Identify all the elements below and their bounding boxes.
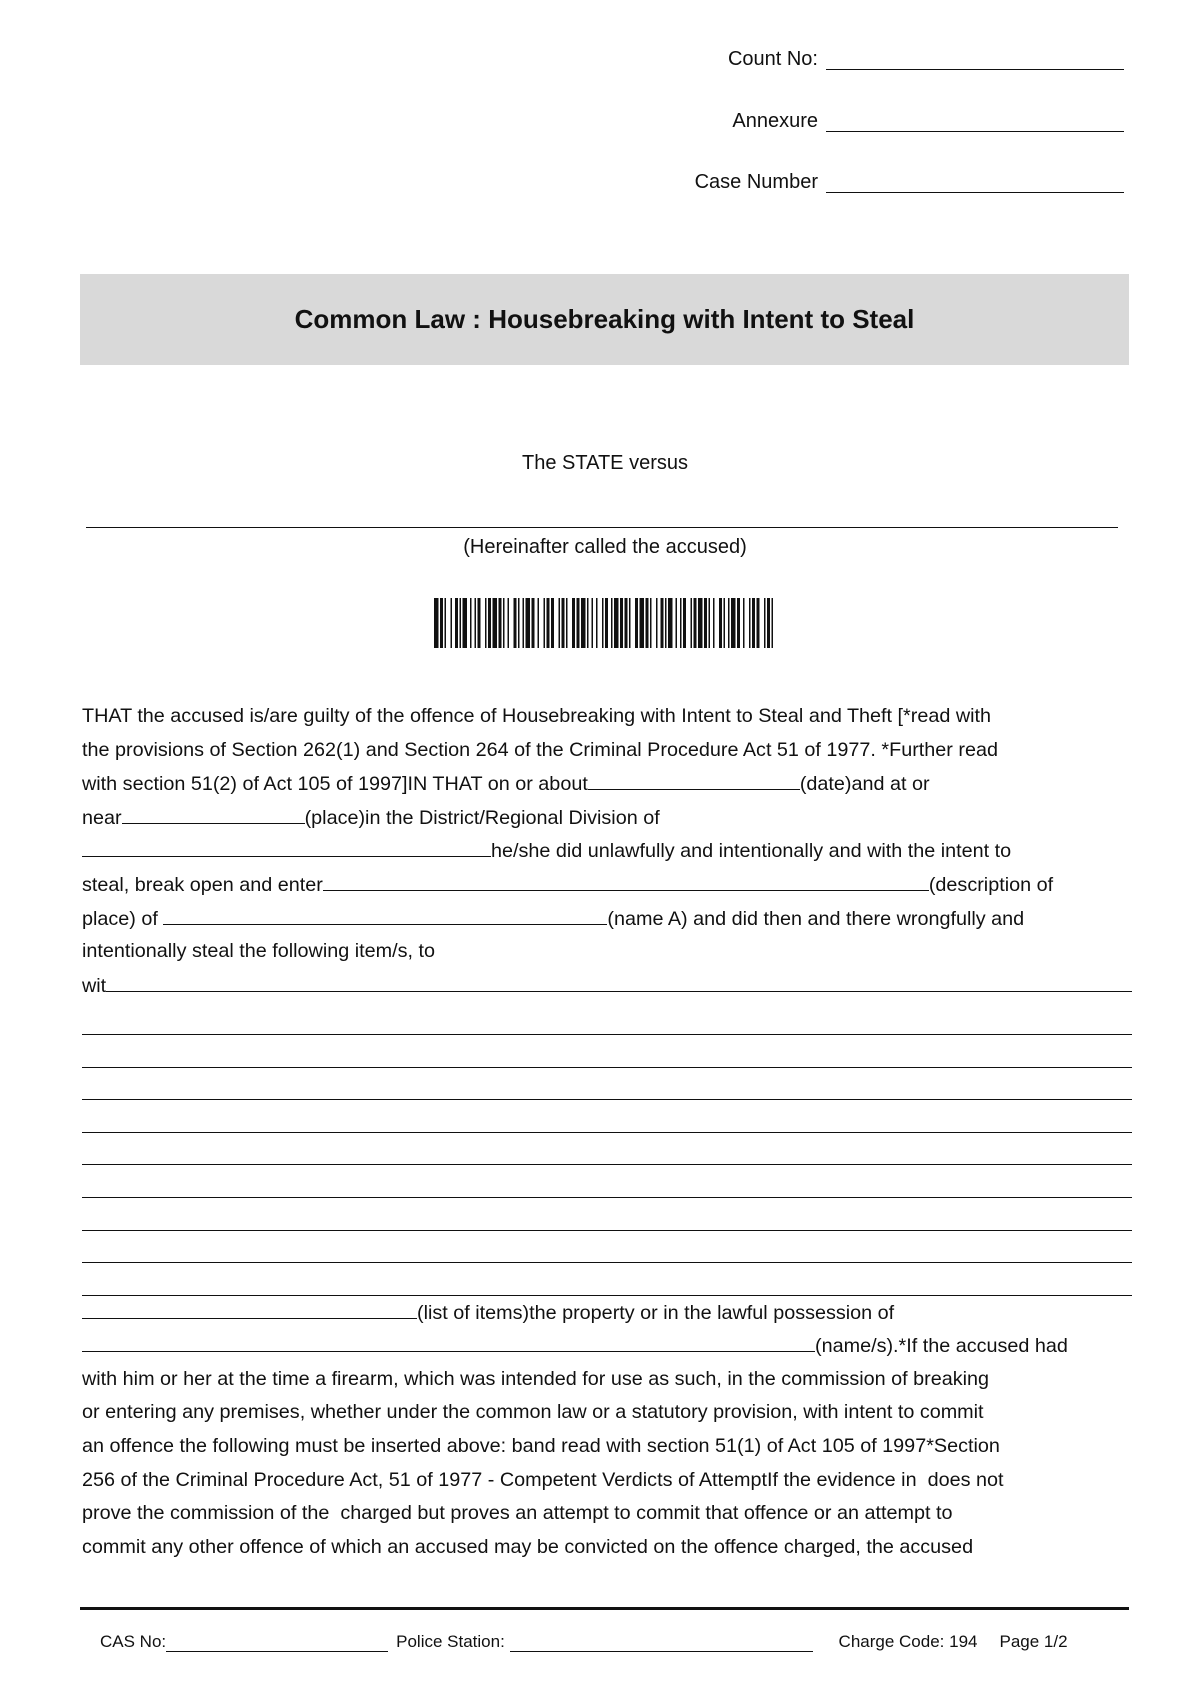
barcode-bar <box>709 598 711 648</box>
barcode-bar <box>635 598 638 648</box>
barcode-bar <box>719 598 722 648</box>
barcode-bar <box>493 598 498 648</box>
barcode-bar <box>614 598 619 648</box>
barcode-image <box>434 598 776 648</box>
body-text: 256 of the Criminal Procedure Act, 51 of 1977 - Competent Verdicts of AttemptIf the evidence in does not <box>82 1468 1004 1491</box>
barcode-bar <box>767 598 770 648</box>
body-text: with section 51(2) of Act 105 of 1997]IN THAT on or about <box>82 773 588 796</box>
body-line <box>82 969 1132 1003</box>
state-versus: The STATE versus <box>522 452 688 474</box>
body-line <box>82 868 1132 902</box>
body-text: wit <box>82 974 107 997</box>
footer <box>100 1632 1120 1652</box>
items-line[interactable] <box>82 1230 1132 1264</box>
barcode-bar <box>572 598 575 648</box>
police-station-label: Police Station: <box>396 1632 510 1651</box>
barcode-bar <box>704 598 707 648</box>
charge-code: Charge Code: 194 <box>838 1632 978 1651</box>
name-a-blank[interactable] <box>163 902 607 925</box>
items-line[interactable] <box>82 1099 1132 1133</box>
list-of-items-blank[interactable] <box>82 1296 417 1319</box>
body-text: (description of <box>928 873 1054 896</box>
body-text: (name/s).*If the accused had <box>815 1335 1068 1358</box>
barcode-bar <box>713 598 715 648</box>
cas-no-label: CAS No: <box>100 1632 167 1651</box>
body-text: (list of items)the property or in the lawful possession of <box>417 1301 895 1324</box>
barcode-bar <box>547 598 550 648</box>
body-line <box>82 902 1132 936</box>
barcode-bar <box>592 598 594 648</box>
barcode-bar <box>665 598 667 648</box>
barcode-bar <box>676 598 678 648</box>
body-line <box>82 1430 1132 1464</box>
barcode-bar <box>508 598 510 648</box>
annexure-input-line[interactable] <box>826 111 1124 132</box>
count-no-field <box>728 44 1124 70</box>
barcode-bar <box>661 598 664 648</box>
body-text: (date)and at or <box>799 773 930 796</box>
barcode-bar <box>544 598 546 648</box>
items-line[interactable] <box>82 1262 1132 1296</box>
body-text: commit any other offence of which an accused may be convicted on the offence charged, the accused <box>82 1535 974 1558</box>
document-title: Common Law : Housebreaking with Intent to Steal <box>294 304 915 334</box>
body-text: prove the commission of the charged but proves an attempt to commit that offence or an attempt to <box>82 1502 953 1525</box>
barcode-bar <box>728 598 730 648</box>
barcode-bar <box>691 598 693 648</box>
barcode-bar <box>514 598 517 648</box>
barcode-bar <box>518 598 520 648</box>
body-line <box>82 935 1132 969</box>
barcode-bar <box>451 598 453 648</box>
barcode-bar <box>526 598 531 648</box>
barcode-bar <box>488 598 491 648</box>
body-text: he/she did unlawfully and intentionally and with the intent to <box>491 840 1012 863</box>
barcode-bar <box>562 598 565 648</box>
barcode-bar <box>463 598 468 648</box>
title-band <box>80 274 1129 365</box>
district-blank[interactable] <box>82 834 491 857</box>
barcode-bar <box>743 598 745 648</box>
body-line <box>82 1329 1132 1363</box>
barcode-bar <box>749 598 751 648</box>
barcode-bar <box>602 598 604 648</box>
items-line[interactable] <box>82 1067 1132 1101</box>
body-text: an offence the following must be inserted above: band read with section 51(1) of Act 105 of 1997*Section <box>82 1435 1000 1458</box>
barcode-bar <box>772 598 774 648</box>
items-line[interactable] <box>82 1132 1132 1166</box>
count-no-input-line[interactable] <box>826 49 1124 70</box>
count-no-label: Count No: <box>727 48 818 70</box>
body-text: intentionally steal the following item/s, to <box>82 940 435 963</box>
barcode-bar <box>440 598 443 648</box>
barcode-bar <box>752 598 755 648</box>
barcode-bar <box>694 598 697 648</box>
body-line <box>82 1531 1132 1565</box>
barcode-bar <box>764 598 766 648</box>
cas-no-blank[interactable] <box>166 1634 388 1652</box>
accused-caption: (Hereinafter called the accused) <box>463 536 747 558</box>
page-number: Page 1/2 <box>999 1632 1068 1651</box>
annexure-field <box>732 106 1124 132</box>
body-line <box>82 1396 1132 1430</box>
barcode-bar <box>611 598 613 648</box>
barcode-bar <box>559 598 561 648</box>
barcode-bar <box>650 598 652 648</box>
barcode-bar <box>577 598 580 648</box>
body-line <box>82 1464 1132 1498</box>
barcode-bar <box>757 598 760 648</box>
barcode-bar <box>532 598 535 648</box>
barcode-bar <box>455 598 458 648</box>
barcode-bar <box>605 598 608 648</box>
body-line <box>82 1296 1132 1330</box>
body-line <box>82 834 1132 868</box>
items-line[interactable] <box>82 1164 1132 1198</box>
body-line <box>82 1363 1132 1397</box>
barcode-bar <box>731 598 736 648</box>
barcode-bar <box>538 598 540 648</box>
body-text: THAT the accused is/are guilty of the offence of Housebreaking with Intent to Steal and Theft [*read with <box>82 705 991 727</box>
body-text: steal, break open and enter <box>82 873 323 896</box>
body-text: (name A) and did then and there wrongfully and <box>607 907 1025 930</box>
body-text: place) of <box>82 907 164 930</box>
body-line <box>82 734 1132 768</box>
owner-names-blank[interactable] <box>82 1329 815 1352</box>
body-line <box>82 801 1132 835</box>
date-blank[interactable] <box>588 767 800 790</box>
body-text: (place)in the District/Regional Division of <box>304 806 660 829</box>
barcode-bar <box>485 598 487 648</box>
police-station-blank[interactable] <box>510 1634 813 1652</box>
barcode-bar <box>625 598 628 648</box>
items-blank[interactable] <box>106 969 1132 992</box>
body-line <box>82 1497 1132 1531</box>
accused-name-line[interactable] <box>86 527 1118 528</box>
barcode-bar <box>656 598 658 648</box>
annexure-label: Annexure <box>732 110 818 132</box>
charge-body <box>82 700 1132 1564</box>
body-text: near <box>82 806 122 829</box>
barcode-bar <box>698 598 703 648</box>
barcode-bar <box>640 598 645 648</box>
barcode-bar <box>683 598 686 648</box>
barcode-bar <box>551 598 554 648</box>
barcode-bar <box>581 598 586 648</box>
barcode-bar <box>470 598 472 648</box>
barcode-bar <box>668 598 673 648</box>
barcode-bar <box>475 598 477 648</box>
case-number-input-line[interactable] <box>826 172 1124 193</box>
barcode-bar <box>629 598 631 648</box>
items-line[interactable] <box>82 1034 1132 1068</box>
items-line[interactable] <box>82 1197 1132 1231</box>
barcode-bar <box>596 598 598 648</box>
barcode-bar <box>646 598 649 648</box>
body-text: the provisions of Section 262(1) and Section 264 of the Criminal Procedure Act 51 of 1977. *Further read <box>82 738 998 761</box>
barcode-bar <box>434 598 439 648</box>
body-text: or entering any premises, whether under the common law or a statutory provision, with intent to commit <box>82 1401 984 1424</box>
barcode-bar <box>523 598 525 648</box>
case-number-label: Case Number <box>694 171 818 193</box>
body-text: with him or her at the time a firearm, which was intended for use as such, in the commission of breaking <box>82 1367 990 1390</box>
barcode-bar <box>724 598 726 648</box>
barcode-bar <box>620 598 623 648</box>
footer-rule <box>80 1607 1129 1610</box>
barcode-bar <box>587 598 589 648</box>
description-of-place-blank[interactable] <box>323 868 929 891</box>
barcode-bar <box>445 598 447 648</box>
body-line <box>82 700 1132 734</box>
barcode-bar <box>737 598 740 648</box>
barcode-bar <box>680 598 682 648</box>
case-number-field <box>695 167 1124 193</box>
barcode-bar <box>478 598 481 648</box>
place-blank[interactable] <box>122 801 305 824</box>
body-line <box>82 767 1132 801</box>
barcode-bar <box>499 598 502 648</box>
barcode-bar <box>503 598 505 648</box>
barcode-bar <box>566 598 568 648</box>
barcode-bar <box>460 598 462 648</box>
items-line[interactable] <box>82 1001 1132 1035</box>
